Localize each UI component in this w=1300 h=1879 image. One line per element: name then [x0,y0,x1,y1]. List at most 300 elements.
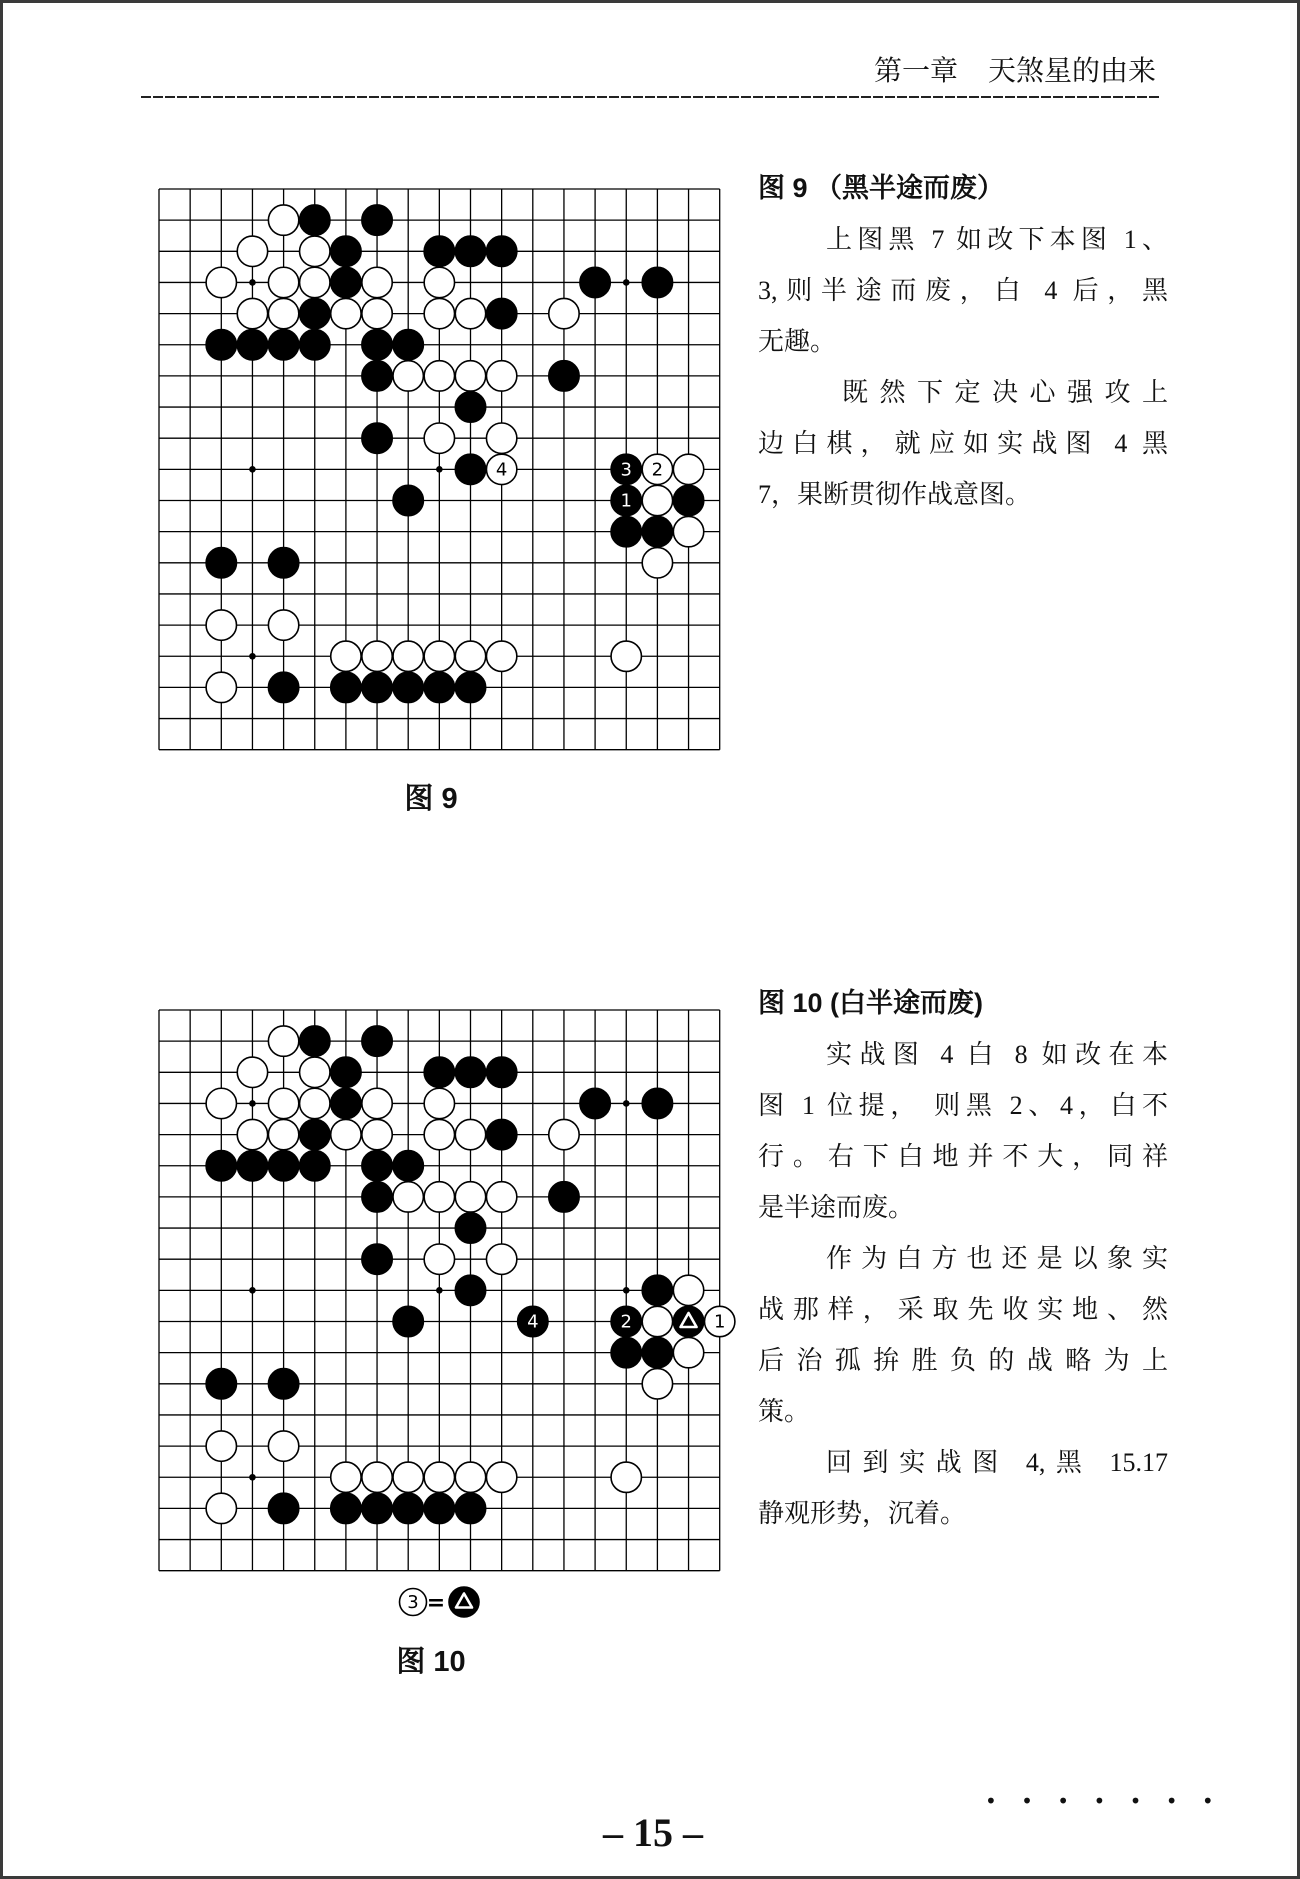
star-point [249,1100,256,1107]
white-stone [424,298,454,328]
stone-disc [206,1088,236,1118]
white-stone [362,641,392,671]
stone-disc [611,516,641,546]
white-stone [300,1088,330,1118]
white-stone [237,1057,267,1087]
stone-disc [424,1119,454,1149]
white-stone [362,1088,392,1118]
star-point [249,279,256,286]
stone-disc [642,1337,672,1367]
stone-disc [393,1306,423,1336]
black-stone [362,1493,392,1523]
stone-disc [268,267,298,297]
stone-disc [268,1119,298,1149]
black-stone [206,548,236,578]
white-stone [268,298,298,328]
stone-disc [549,361,579,391]
stone-disc [362,1151,392,1181]
black-stone [580,1088,610,1118]
stone-disc [455,1119,485,1149]
stone-disc [393,361,423,391]
stone-disc [642,1088,672,1118]
stone-disc [580,267,610,297]
move-number-label: 3 [407,1592,419,1613]
stone-disc [300,1057,330,1087]
stone-disc [642,516,672,546]
white-stone [642,1369,672,1399]
white-stone [393,1182,423,1212]
black-stone [549,1182,579,1212]
stone-disc [455,1462,485,1492]
diagram-legend [395,1585,485,1619]
move-number-label: 4 [495,459,508,481]
stone-disc [673,516,703,546]
black-stone [268,1369,298,1399]
stone-disc [611,641,641,671]
stone-disc [455,1493,485,1523]
black-stone [268,672,298,702]
black-stone [362,205,392,235]
stone-disc [268,1493,298,1523]
black-stone [455,454,485,484]
paragraph [758,367,1168,520]
black-stone-numbered [611,1306,641,1336]
white-stone [237,298,267,328]
stone-disc [393,1151,423,1181]
stone-disc [300,298,330,328]
chapter-label: 第一章 [873,56,958,87]
ornament-dots: • • • • • • • [985,1789,1223,1813]
text-line: 上图黑 7 如改下本图 1、 [826,225,1168,254]
stone-disc [268,1026,298,1056]
white-stone [393,1462,423,1492]
white-stone [455,641,485,671]
white-stone [268,1088,298,1118]
black-stone [642,1275,672,1305]
black-stone [331,1088,361,1118]
stone-disc [393,641,423,671]
stone-disc [331,1493,361,1523]
stone-disc [206,672,236,702]
stone-disc [486,1119,516,1149]
white-stone [424,423,454,453]
black-stone [268,548,298,578]
black-stone [362,330,392,360]
white-stone-numbered [705,1306,735,1336]
stone-disc [424,267,454,297]
stone-disc [206,1493,236,1523]
diagram-caption: 图 9 [404,783,458,815]
stone-disc [393,1493,423,1523]
white-stone [424,361,454,391]
white-stone [673,454,703,484]
black-stone [331,236,361,266]
black-stone [455,1493,485,1523]
black-stone [455,1275,485,1305]
paragraph [758,1437,1168,1539]
stone-disc [449,1587,479,1617]
stone-disc [611,1462,641,1492]
black-stone [206,1151,236,1181]
white-stone [455,298,485,328]
white-stone [424,641,454,671]
stone-disc [424,298,454,328]
commentary-figure-9 [758,163,1168,520]
white-stone [362,1119,392,1149]
black-stone [237,330,267,360]
go-board-figure-9 [139,169,739,753]
text-line: 图 1 位提， 则黑 2、4，白不 [758,1091,1168,1120]
white-stone [486,361,516,391]
black-stone [549,361,579,391]
stone-disc [455,641,485,671]
stone-disc [362,423,392,453]
stone-disc [486,1244,516,1274]
white-stone [206,1431,236,1461]
black-stone [300,1026,330,1056]
text-line: 是半途而废。 [758,1193,915,1222]
white-stone [331,1462,361,1492]
black-stone [331,672,361,702]
stone-disc [673,454,703,484]
black-stone [393,330,423,360]
white-stone [268,1119,298,1149]
stone-disc [424,423,454,453]
white-stone [362,267,392,297]
black-stone [393,672,423,702]
stone-disc [424,361,454,391]
white-stone [455,1119,485,1149]
white-stone [268,1026,298,1056]
black-stone [362,361,392,391]
stone-disc [486,1057,516,1087]
move-number-label: 2 [651,459,664,481]
black-stone [268,330,298,360]
stone-disc [424,1493,454,1523]
black-stone [300,205,330,235]
white-stone [486,1182,516,1212]
white-stone [673,1275,703,1305]
stone-disc [331,267,361,297]
stone-disc [206,1369,236,1399]
stone-disc [362,1182,392,1212]
stone-disc [362,641,392,671]
white-stone-numbered [400,1589,427,1616]
white-stone [206,267,236,297]
black-stone [300,1119,330,1149]
black-stone [611,1337,641,1367]
stone-disc [424,1182,454,1212]
stone-disc [393,672,423,702]
black-stone [393,1306,423,1336]
stone-disc [455,1182,485,1212]
black-stone [300,298,330,328]
black-stone [611,516,641,546]
stone-disc [206,1431,236,1461]
stone-disc [331,1462,361,1492]
black-stone [362,1151,392,1181]
stone-disc [300,205,330,235]
white-stone [362,1462,392,1492]
stone-disc [642,1306,672,1336]
black-stone [486,1119,516,1149]
move-number-label: 2 [620,1311,632,1333]
stone-disc [331,641,361,671]
white-stone [486,1462,516,1492]
black-stone [268,1151,298,1181]
black-stone [642,267,672,297]
stone-disc [268,1088,298,1118]
text-line: 作为白方也还是以象实 [826,1244,1168,1273]
stone-disc [424,641,454,671]
stone-disc [268,330,298,360]
black-stone [300,330,330,360]
white-stone [424,1088,454,1118]
stone-disc [362,267,392,297]
stone-disc [362,361,392,391]
white-stone [237,236,267,266]
stone-disc [642,485,672,515]
stone-disc [268,298,298,328]
stone-disc [206,610,236,640]
stone-disc [393,1462,423,1492]
star-point [249,653,256,660]
paragraph [758,1233,1168,1437]
white-stone [393,361,423,391]
stone-disc [268,548,298,578]
stone-disc [206,1151,236,1181]
white-stone [486,1244,516,1274]
stone-disc [237,1119,267,1149]
black-stone-marked [673,1306,703,1336]
header-rule [141,96,1160,98]
stone-disc [486,641,516,671]
white-stone [549,1119,579,1149]
stone-disc [268,672,298,702]
stone-disc [424,1462,454,1492]
stone-disc [362,1119,392,1149]
stone-disc [455,454,485,484]
black-stone [237,1151,267,1181]
black-stone [486,298,516,328]
black-stone [206,330,236,360]
commentary-heading: 图 9 （黑半途而废） [758,173,1005,203]
stone-disc [393,330,423,360]
black-stone [455,236,485,266]
stone-disc [206,267,236,297]
move-number-label: 1 [713,1311,726,1333]
stone-disc [300,267,330,297]
stone-disc [424,1244,454,1274]
star-point [249,466,256,473]
stone-disc [673,1337,703,1367]
text-line: 回到实战图 4,黑 15.17 [826,1448,1168,1477]
star-point [436,466,443,473]
black-stone [393,1493,423,1523]
stone-disc [362,672,392,702]
stone-disc [580,1088,610,1118]
white-stone [424,1119,454,1149]
stone-disc [362,1026,392,1056]
stone-disc [424,1057,454,1087]
stone-disc [549,1119,579,1149]
black-stone [331,1493,361,1523]
stone-disc [486,423,516,453]
stone-disc [268,205,298,235]
black-stone [362,1026,392,1056]
black-stone [424,1057,454,1087]
text-line: 行。右下白地并不大，同祥 [758,1142,1168,1171]
black-stone [331,267,361,297]
stone-disc [300,1119,330,1149]
go-board-figure-10 [139,990,739,1574]
black-stone [642,1337,672,1367]
diagram-caption: 图 10 [396,1646,466,1678]
stone-disc [362,1244,392,1274]
star-point [249,1287,256,1294]
stone-disc [300,330,330,360]
stone-disc [331,1119,361,1149]
stone-disc [673,485,703,515]
white-stone [642,548,672,578]
stone-disc [362,205,392,235]
stone-disc [455,392,485,422]
stone-disc [362,330,392,360]
stone-disc [455,1057,485,1087]
white-stone [300,236,330,266]
white-stone [673,1337,703,1367]
stone-disc [331,236,361,266]
stone-disc [455,1213,485,1243]
move-number-label: 3 [620,459,632,481]
white-stone [486,641,516,671]
stone-disc [393,485,423,515]
text-line: 策。 [758,1397,811,1426]
star-point [249,1474,256,1481]
white-stone [206,1088,236,1118]
stone-disc [673,1275,703,1305]
star-point [436,1287,443,1294]
white-stone [486,423,516,453]
stone-disc [362,1462,392,1492]
stone-disc [331,1088,361,1118]
stone-disc [486,1182,516,1212]
stone-disc [549,1182,579,1212]
black-stone-marked [449,1587,479,1617]
white-stone [268,205,298,235]
stone-disc [362,1088,392,1118]
stone-disc [642,548,672,578]
commentary-heading: 图 10 (白半途而废) [758,988,984,1018]
star-point [623,1287,630,1294]
black-stone [424,1493,454,1523]
stone-disc [486,236,516,266]
text-line: 边白棋，就应如实战图 4 黑 [758,429,1168,458]
stone-disc [611,1337,641,1367]
running-head [874,56,1156,88]
white-stone [331,641,361,671]
chapter-title: 天煞星的由来 [987,56,1156,87]
black-stone [486,1057,516,1087]
text-line: 后治孤拚胜负的战略为上 [758,1346,1168,1375]
text-line: 3,则半途而废，白 4 后，黑 [758,276,1168,305]
stone-disc [300,1088,330,1118]
white-stone [268,267,298,297]
stone-disc [455,236,485,266]
black-stone [362,672,392,702]
black-stone [206,1369,236,1399]
white-stone [424,1182,454,1212]
stone-disc [673,1306,703,1336]
black-stone [331,1057,361,1087]
white-stone [300,1057,330,1087]
white-stone [424,267,454,297]
text-line: 无趣。 [758,327,837,356]
move-number-label: 1 [620,490,632,512]
white-stone [206,1493,236,1523]
black-stone [642,1088,672,1118]
star-point [623,1100,630,1107]
text-line: 战那样，采取先收实地、然 [758,1295,1168,1324]
black-stone [486,236,516,266]
stone-disc [455,1275,485,1305]
commentary-figure-10 [758,978,1168,1539]
stone-disc [268,1151,298,1181]
stone-disc [642,1369,672,1399]
black-stone [424,236,454,266]
text-line: 7，果断贯彻作战意图。 [758,480,1032,509]
stone-disc [237,298,267,328]
black-stone-numbered [518,1306,548,1336]
black-stone [362,1182,392,1212]
stone-disc [300,1151,330,1181]
white-stone [455,1182,485,1212]
stone-disc [331,298,361,328]
white-stone [268,610,298,640]
white-stone [331,1119,361,1149]
white-stone [362,298,392,328]
white-stone [642,485,672,515]
stone-disc [486,361,516,391]
black-stone [642,516,672,546]
stone-disc [455,361,485,391]
stone-disc [642,1275,672,1305]
stone-disc [424,236,454,266]
black-stone [362,423,392,453]
text-line: 静观形势，沉着。 [758,1499,967,1528]
stone-disc [206,330,236,360]
stone-disc [455,672,485,702]
stone-disc [362,298,392,328]
white-stone [642,1306,672,1336]
white-stone [611,641,641,671]
text-line: 实战图 4 白 8 如改在本 [826,1040,1168,1069]
white-stone-numbered [642,454,672,484]
white-stone [424,1462,454,1492]
stone-disc [300,236,330,266]
white-stone [300,267,330,297]
white-stone [611,1462,641,1492]
stone-disc [331,672,361,702]
stone-disc [362,1493,392,1523]
black-stone [455,672,485,702]
stone-disc [237,236,267,266]
stone-disc [486,298,516,328]
black-stone-numbered [611,454,641,484]
stone-disc [331,1057,361,1087]
page-number: – 15 – [603,1810,703,1855]
black-stone [673,485,703,515]
